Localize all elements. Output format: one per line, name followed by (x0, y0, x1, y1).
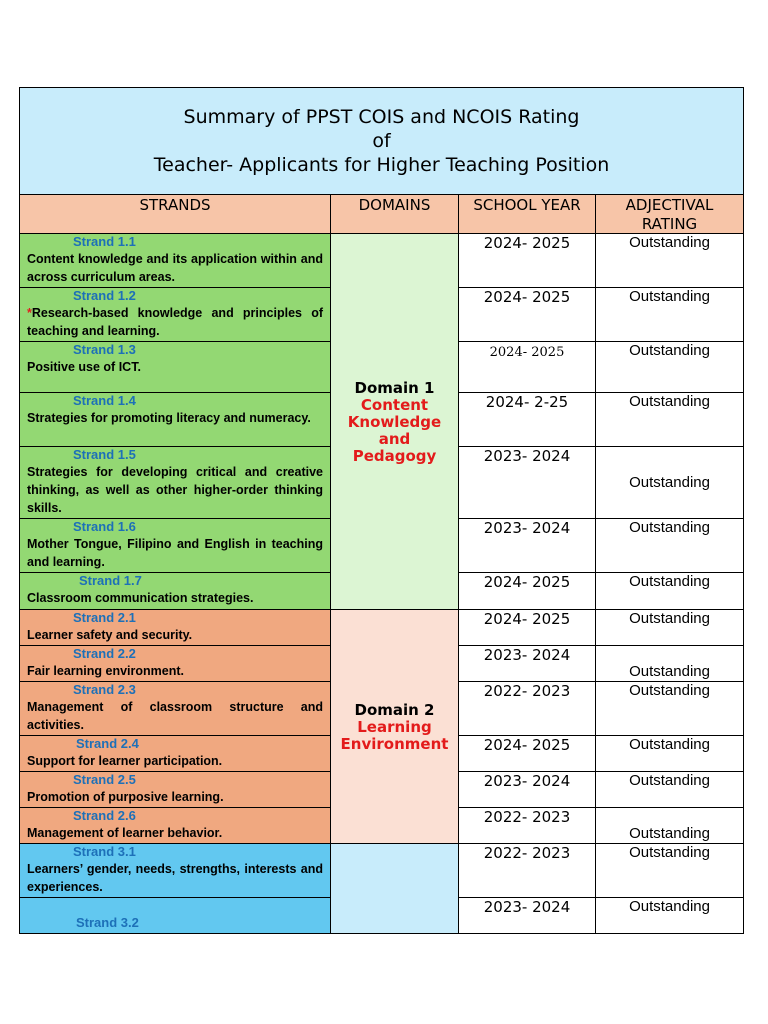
school-year-cell: 2024- 2025 (459, 573, 596, 610)
strand-label: Strand 1.2 (73, 288, 136, 303)
strand-description: Management of learner behavior. (27, 826, 223, 840)
school-year-cell: 2023- 2024 (459, 646, 596, 682)
strand-cell (20, 288, 331, 342)
strand-cell (20, 234, 331, 288)
domain-name: Domain 1 (354, 378, 435, 397)
school-year-cell: 2022- 2023 (459, 682, 596, 736)
strand-label: Strand 2.5 (73, 772, 136, 787)
school-year-cell: 2024- 2-25 (459, 393, 596, 447)
strand-description: Learner safety and security. (27, 628, 193, 642)
strand-description: Learners’ gender, needs, strengths, interests and experiences. (27, 862, 323, 894)
strand-label: Strand 2.1 (73, 610, 136, 625)
strand-label: Strand 3.2 (76, 915, 139, 930)
domain-1-cell: Domain 1 Content Knowledge and Pedagogy (331, 234, 459, 610)
strand-cell (20, 646, 331, 682)
rating-cell: Outstanding (596, 772, 744, 808)
school-year-cell: 2023- 2024 (459, 519, 596, 573)
table-row (20, 844, 744, 898)
rating-cell: Outstanding (596, 519, 744, 573)
rating-cell: Outstanding (596, 808, 744, 844)
school-year-cell: 2024- 2025 (459, 234, 596, 288)
strand-label: Strand 2.4 (76, 736, 139, 751)
strand-description: Fair learning environment. (27, 664, 184, 678)
header-strands: STRANDS (20, 195, 331, 234)
strand-cell (20, 772, 331, 808)
asterisk-mark: * (27, 306, 32, 320)
strand-label: Strand 1.5 (73, 447, 136, 462)
strand-label: Strand 3.1 (73, 844, 136, 859)
strand-cell (20, 808, 331, 844)
rating-cell: Outstanding (596, 682, 744, 736)
school-year-cell: 2024- 2025 (459, 342, 596, 393)
rating-cell: Outstanding (596, 573, 744, 610)
header-domains: DOMAINS (331, 195, 459, 234)
school-year-cell: 2024- 2025 (459, 288, 596, 342)
strand-description: Classroom communication strategies. (27, 591, 254, 605)
strand-description: Strategies for developing critical and creative thinking, as well as other higher-order thinking skills. (27, 465, 323, 515)
strand-description: Management of classroom structure and activities. (27, 700, 323, 732)
rating-cell: Outstanding (596, 646, 744, 682)
strand-label: Strand 1.7 (79, 573, 142, 588)
strand-label: Strand 2.3 (73, 682, 136, 697)
strand-label: Strand 1.6 (73, 519, 136, 534)
rating-cell: Outstanding (596, 736, 744, 772)
school-year-cell: 2023- 2024 (459, 772, 596, 808)
school-year-cell: 2024- 2025 (459, 610, 596, 646)
domain-3-cell (331, 844, 459, 934)
strand-description: Research-based knowledge and principles of teaching and learning. (27, 306, 323, 338)
school-year-cell: 2024- 2025 (459, 736, 596, 772)
rating-cell: Outstanding (596, 288, 744, 342)
rating-cell: Outstanding (596, 447, 744, 519)
strand-label: Strand 1.3 (73, 342, 136, 357)
strand-description: Promotion of purposive learning. (27, 790, 224, 804)
strand-description: Mother Tongue, Filipino and English in teaching and learning. (27, 537, 323, 569)
strand-description: Content knowledge and its application within and across curriculum areas. (27, 252, 323, 284)
strand-label: Strand 1.1 (73, 234, 136, 249)
strand-cell (20, 573, 331, 610)
strand-cell (20, 736, 331, 772)
strand-cell (20, 342, 331, 393)
title-line-1: Summary of PPST COIS and NCOIS Rating (183, 106, 580, 128)
strand-cell (20, 844, 331, 898)
school-year-cell: 2023- 2024 (459, 447, 596, 519)
domain-name: Domain 2 (354, 700, 435, 719)
ppst-summary-table (19, 87, 744, 934)
strand-cell (20, 519, 331, 573)
rating-cell: Outstanding (596, 234, 744, 288)
strand-description: Positive use of ICT. (27, 360, 141, 374)
strand-cell (20, 393, 331, 447)
strand-description: Support for learner participation. (27, 754, 223, 768)
strand-description: Strategies for promoting literacy and numeracy. (27, 411, 311, 425)
school-year-cell: 2022- 2023 (459, 844, 596, 898)
rating-cell: Outstanding (596, 342, 744, 393)
school-year-cell: 2022- 2023 (459, 808, 596, 844)
title-line-3: Teacher- Applicants for Higher Teaching Position (153, 154, 610, 176)
header-adjectival-rating: ADJECTIVAL RATING (596, 195, 744, 234)
rating-cell: Outstanding (596, 610, 744, 646)
strand-cell (20, 447, 331, 519)
document-title (20, 88, 744, 195)
title-line-2: of (372, 130, 391, 152)
strand-label: Strand 2.6 (73, 808, 136, 823)
rating-cell: Outstanding (596, 898, 744, 934)
domain-2-cell: Domain 2 Learning Environment (331, 610, 459, 844)
strand-cell (20, 898, 331, 934)
strand-cell (20, 610, 331, 646)
table-row (20, 234, 744, 288)
strand-cell (20, 682, 331, 736)
school-year-cell: 2023- 2024 (459, 898, 596, 934)
strand-label: Strand 2.2 (73, 646, 136, 661)
rating-cell: Outstanding (596, 844, 744, 898)
header-row (20, 195, 744, 234)
strand-label: Strand 1.4 (73, 393, 136, 408)
header-school-year: SCHOOL YEAR (459, 195, 596, 234)
table-row (20, 610, 744, 646)
rating-cell: Outstanding (596, 393, 744, 447)
